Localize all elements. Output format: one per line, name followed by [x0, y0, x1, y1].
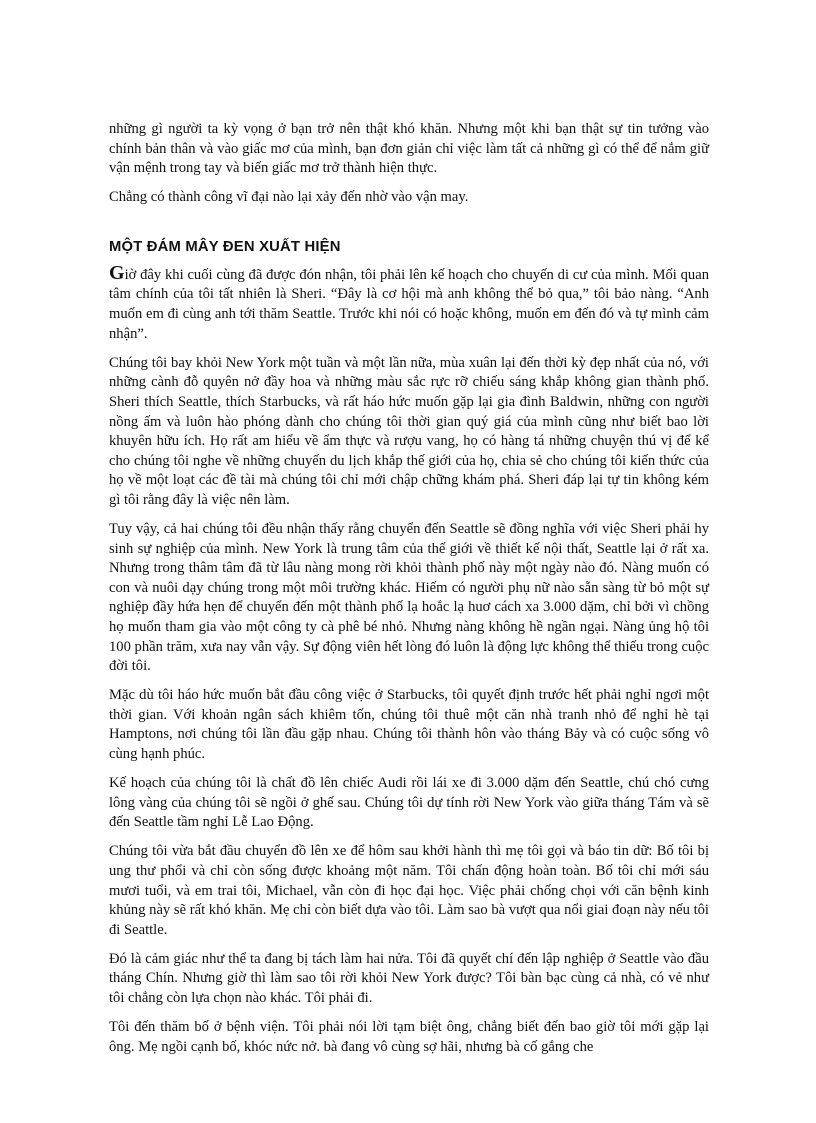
section-heading: MỘT ĐÁM MÂY ĐEN XUẤT HIỆN — [109, 238, 341, 255]
body-paragraph-2: Tuy vậy, cả hai chúng tôi đều nhận thấy rằng chuyển đến Seattle sẽ đồng nghĩa với việc Sheri phải hy sinh sự nghiệp của mình. New York là trung tâm của thế giới về thiết kế nội thất, Seattle lại ở rất xa. Nhưng trong thâm tâm đã từ lâu nàng mong rời khỏi thành phố này một ngày nào đó. Nàng muốn có con và nuôi dạy chúng trong một môi trường khác. Hiếm có người phụ nữ nào sẵn sàng từ bỏ một sự nghiệp đầy hứa hẹn để chuyển đến một thành phố lạ hoắc lạ huơ cách xa 3.000 dặm, chỉ bởi vì chồng họ muốn tham gia vào một công ty cà phê bé nhỏ. Nhưng nàng không hề ngần ngại. Nàng ủng hộ tôi 100 phần trăm, xưa nay vẫn vậy. Sự động viên hết lòng đó luôn là động lực không thể thiếu trong cuộc đời tôi. — [109, 521, 709, 675]
body-paragraph-3: Mặc dù tôi háo hức muốn bắt đầu công việc ở Starbucks, tôi quyết định trước hết phải nghỉ ngơi một thời gian. Với khoản ngân sách khiêm tốn, chúng tôi thuê một căn nhà tranh nhỏ để nghỉ hè tại Hamptons, nơi chúng tôi lần đầu gặp nhau. Chúng tôi thành hôn vào tháng Bảy và có cuộc sống vô cùng hạnh phúc. — [109, 687, 709, 763]
body-paragraph-7: Tôi đến thăm bố ở bệnh viện. Tôi phải nói lời tạm biệt ông, chẳng biết đến bao giờ tôi mới gặp lại ông. Mẹ ngồi cạnh bố, khóc nức nở. bà đang vô cùng sợ hãi, nhưng bà cố gắng che — [109, 1019, 709, 1055]
body-paragraph-4: Kế hoạch của chúng tôi là chất đồ lên chiếc Audi rồi lái xe đi 3.000 dặm đến Seattle, chú chó cưng lông vàng của chúng tôi sẽ ngồi ở ghế sau. Chúng tôi dự tính rời New York vào giữa tháng Tám và sẽ đến Seattle tầm nghỉ Lễ Lao Động. — [109, 775, 709, 831]
body-paragraph-6: Đó là cảm giác như thể ta đang bị tách làm hai nửa. Tôi đã quyết chí đến lập nghiệp ở Seattle vào đầu tháng Chín. Nhưng giờ thì làm sao tôi rời khỏi New York được? Tôi bàn bạc cùng cả nhà, có vẻ như tôi chẳng còn lựa chọn nào khác. Tôi phải đi. — [109, 950, 709, 1007]
drop-cap-letter: G — [109, 261, 125, 284]
first-paragraph-text: iờ đây khi cuối cùng đã được đón nhận, tôi phải lên kế hoạch cho chuyến di cư của mình. Mối quan tâm chính của tôi tất nhiên là Sheri. “Đây là cơ hội mà anh không thể bỏ qua,” tôi bảo nàng. “Anh muốn em đi cùng anh tới thăm Seattle. Trước khi nói có hoặc không, muốn em đến đó và tự mình cảm nhận”. — [109, 266, 709, 342]
intro-paragraph-2: Chẳng có thành công vĩ đại nào lại xảy đến nhờ vào vận may. — [109, 189, 469, 206]
body-paragraph-5: Chúng tôi vừa bắt đầu chuyển đồ lên xe để hôm sau khởi hành thì mẹ tôi gọi và báo tin dữ: Bố tôi bị ung thư phổi và chỉ còn sống được khoảng một năm. Tôi chấn động hoàn toàn. Bố tôi chỉ mới sáu mươi tuổi, và em trai tôi, Michael, vẫn còn đi học đại học. Việc phải chống chọi với căn bệnh kinh khủng này sẽ rất khó khăn. Mẹ chỉ còn biết dựa vào tôi. Làm sao bà vượt qua nổi giai đoạn này nếu tôi đi Seattle. — [109, 843, 709, 938]
body-paragraph-1: Chúng tôi bay khỏi New York một tuần và một lần nữa, mùa xuân lại đến thời kỳ đẹp nhất của nó, với những cành đỗ quyên nở đầy hoa và những màu sắc rực rỡ chiếu sáng khắp không gian thành phố. Sheri thích Seattle, thích Starbucks, và rất háo hức muốn gặp lại gia đình Baldwin, những con người nồng ấm và luôn hào phóng dành cho chúng tôi thời gian quý giá của mình cũng như biết bao lời khuyên hữu ích. Họ rất am hiểu về ẩm thực và rượu vang, họ có hàng tá những chuyện thú vị để kể cho chúng tôi nghe về những chuyến du lịch khắp thế giới của họ, chia sẻ cho chúng tôi kiến thức của họ về một loạt các đề tài mà chúng tôi chỉ mới chập chững khám phá. Sheri đáp lại tự tin không kém gì tôi rằng đây là việc nên làm. — [109, 354, 709, 508]
first-paragraph — [109, 261, 709, 344]
intro-paragraph-1: những gì người ta kỳ vọng ở bạn trở nên thật khó khăn. Nhưng một khi bạn thật sự tin tưởng vào chính bản thân và vào giấc mơ của mình, bạn đơn giản chỉ việc làm tất cả những gì có thể để nắm giữ vận mệnh trong tay và biến giấc mơ trở thành hiện thực. — [109, 121, 709, 177]
document-page — [109, 120, 709, 1067]
